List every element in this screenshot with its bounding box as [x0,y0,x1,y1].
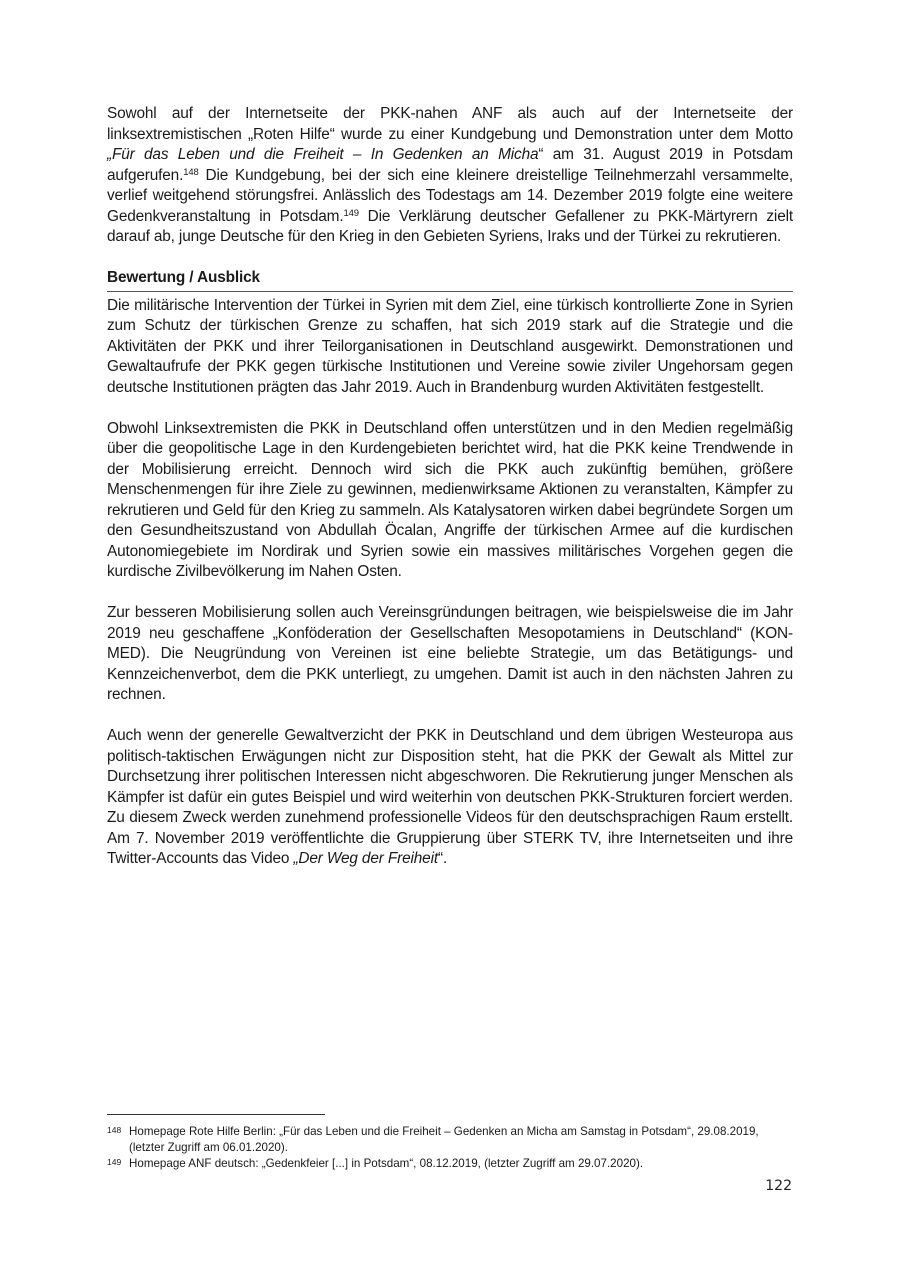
footnote-149 [107,1156,797,1172]
footnote-148 [107,1124,797,1156]
paragraph-intervention: Die militärische Intervention der Türkei in Syrien mit dem Ziel, eine türkisch kontrollierte Zone in Syrien zum Schutz der türkischen Grenze zu schaffen, hat sich 2019 stark auf die Strategie und die Aktivitäten der PKK und ihrer Teilorganisationen in Deutschland ausgewirkt. Demonstrationen und Gewaltaufrufe der PKK gegen türkische Institutionen und Vereine sowie ziviler Ungehorsam gegen deutsche Institutionen prägten das Jahr 2019. Auch in Brandenburg wurden Aktivitäten festgestellt. [107,296,793,396]
video-title-italic: „Der Weg der Freiheit [293,850,438,867]
footnote-text: Homepage Rote Hilfe Berlin: „Für das Leben und die Freiheit – Gedenken an Micha am Samstag in Potsdam“, 29.08.2019, (letzter Zugriff am 06.01.2020). [129,1125,759,1154]
footnotes [107,1124,797,1172]
paragraph-kundgebung [107,104,793,248]
paragraph-vereinsgruendungen: Zur besseren Mobilisierung sollen auch Vereinsgründungen beitragen, wie beispielsweise die im Jahr 2019 neu geschaffene „Konföderation der Gesellschaften Mesopotamiens in Deutschland“ (KON-MED). Die Neugründung von Vereinen ist eine beliebte Strategie, um das Betätigungs- und Kennzeichenverbot, dem die PKK unterliegt, zu umgehen. Damit ist auch in den nächsten Jahren zu rechnen. [107,604,793,703]
footnote-number: 148 [107,1125,122,1135]
footnote-number: 149 [107,1157,122,1167]
motto-italic: „Für das Leben und die Freiheit – In Gedenken an Micha [107,146,539,163]
paragraph-text: “ am 31. August 2019 in Potsdam aufgerufen. [107,146,793,184]
paragraph-mobilisierung: Obwohl Linksextremisten die PKK in Deutschland offen unterstützen und in den Medien regelmäßig über die geopolitische Lage in den Kurdengebieten berichtet wird, hat die PKK keine Trendwende in der Mobilisierung erreicht. Dennoch wird sich die PKK auch zukünftig bemühen, größere Menschenmengen für ihre Ziele zu gewinnen, medienwirksame Aktionen zu veranstalten, Kämpfer zu rekrutieren und Geld für den Krieg zu sammeln. Als Katalysatoren wirken dabei begründete Sorgen um den Gesundheitszustand von Abdullah Öcalan, Angriffe der türkischen Armee auf die kurdischen Autonomiegebiete im Nordirak und Syrien sowie ein massives militärisches Vorgehen gegen die kurdische Zivilbevölkerung im Nahen Osten. [107,419,793,580]
footnote-text: Homepage ANF deutsch: „Gedenkfeier [...] in Potsdam“, 08.12.2019, (letzter Zugriff am 29.07.2020). [129,1157,644,1170]
footnote-ref-149[interactable]: 149 [343,207,359,219]
paragraph-text: Sowohl auf der Internetseite der PKK-nahen ANF als auch auf der Internetseite der linksextremistischen „Roten Hilfe“ wurde zu einer Kundgebung und Demonstration unter dem Motto [107,105,793,143]
page-number: 122 [765,1178,792,1194]
main-text [107,104,793,890]
paragraph-text: “. [437,850,448,867]
section-heading: Bewertung / Ausblick [107,268,793,292]
paragraph-text: Die Kundgebung, bei der sich eine kleinere dreistellige Teilnehmerzahl versammelte, verlief weitgehend störungsfrei. Anlässlich des Todestags am 14. Dezember 2019 folgte eine weitere Gedenkveranstaltung in Potsdam. [107,166,793,225]
paragraph-gewalt [107,726,793,870]
paragraph-text: Die Verklärung deutscher Gefallener zu PKK-Märtyrern zielt darauf ab, junge Deutsche für den Krieg in den Gebieten Syriens, Iraks und der Türkei zu rekrutieren. [107,207,794,245]
paragraph-text: Auch wenn der generelle Gewaltverzicht der PKK in Deutschland und dem übrigen Westeuropa aus politisch-taktischen Erwägungen nicht zur Disposition steht, hat die PKK der Gewalt als Mittel zur Durchsetzung ihrer politischen Interessen nicht abgeschworen. Die Rekrutierung junger Menschen als Kämpfer ist dafür ein gutes Beispiel und wird weiterhin von deutschen PKK-Strukturen forciert werden. Zu diesem Zweck werden zunehmend professionelle Videos für den deutschsprachigen Raum erstellt. Am 7. November 2019 veröffentlichte die Gruppierung über STERK TV, ihre Internetseiten und ihre Twitter-Accounts das Video [107,727,793,867]
footnote-separator [107,1114,325,1115]
footnote-ref-148[interactable]: 148 [183,166,199,178]
